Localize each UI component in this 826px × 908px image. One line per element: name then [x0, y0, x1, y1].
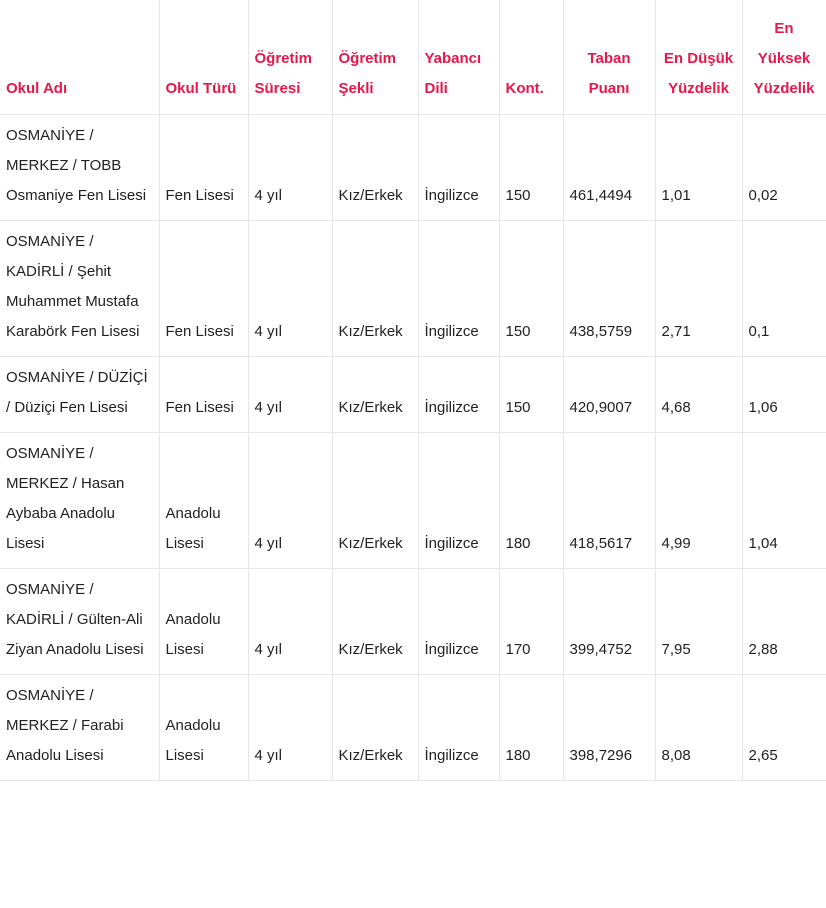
cell-okul-adi: OSMANİYE / MERKEZ / Hasan Aybaba Anadolu Lisesi: [0, 432, 159, 568]
cell-en-dusuk-yuzdelik: 2,71: [655, 220, 742, 356]
cell-yabanci-dili: İngilizce: [418, 220, 499, 356]
cell-yabanci-dili: İngilizce: [418, 674, 499, 780]
cell-taban-puani: 398,7296: [563, 674, 655, 780]
cell-ogretim-sekli: Kız/Erkek: [332, 114, 418, 220]
cell-okul-adi: OSMANİYE / KADİRLİ / Şehit Muhammet Mustafa Karabörk Fen Lisesi: [0, 220, 159, 356]
cell-okul-turu: Anadolu Lisesi: [159, 432, 248, 568]
cell-kontenjan: 150: [499, 114, 563, 220]
cell-en-dusuk-yuzdelik: 4,99: [655, 432, 742, 568]
cell-okul-adi: OSMANİYE / KADİRLİ / Gülten-Ali Ziyan Anadolu Lisesi: [0, 568, 159, 674]
cell-taban-puani: 461,4494: [563, 114, 655, 220]
cell-ogretim-suresi: 4 yıl: [248, 356, 332, 432]
table-header-row: [0, 0, 826, 114]
cell-kontenjan: 170: [499, 568, 563, 674]
cell-taban-puani: 418,5617: [563, 432, 655, 568]
cell-ogretim-sekli: Kız/Erkek: [332, 356, 418, 432]
cell-ogretim-suresi: 4 yıl: [248, 114, 332, 220]
cell-ogretim-sekli: Kız/Erkek: [332, 568, 418, 674]
cell-ogretim-suresi: 4 yıl: [248, 220, 332, 356]
cell-en-yuksek-yuzdelik: 1,06: [742, 356, 826, 432]
table-row: [0, 220, 826, 356]
header-ogretim-suresi: Öğretim Süresi: [248, 0, 332, 114]
cell-kontenjan: 180: [499, 674, 563, 780]
header-en-yuksek-yuzdelik: En Yüksek Yüzdelik: [742, 0, 826, 114]
table-row: [0, 114, 826, 220]
cell-okul-adi: OSMANİYE / MERKEZ / TOBB Osmaniye Fen Lisesi: [0, 114, 159, 220]
header-yabanci-dili: Yabancı Dili: [418, 0, 499, 114]
table-row: [0, 674, 826, 780]
cell-okul-turu: Anadolu Lisesi: [159, 568, 248, 674]
cell-okul-turu: Fen Lisesi: [159, 356, 248, 432]
header-en-dusuk-yuzdelik: En Düşük Yüzdelik: [655, 0, 742, 114]
header-taban-puani: Taban Puanı: [563, 0, 655, 114]
table-row: [0, 356, 826, 432]
cell-okul-adi: OSMANİYE / DÜZİÇİ / Düziçi Fen Lisesi: [0, 356, 159, 432]
cell-en-yuksek-yuzdelik: 0,02: [742, 114, 826, 220]
cell-yabanci-dili: İngilizce: [418, 356, 499, 432]
cell-en-yuksek-yuzdelik: 2,88: [742, 568, 826, 674]
cell-en-yuksek-yuzdelik: 1,04: [742, 432, 826, 568]
cell-en-yuksek-yuzdelik: 2,65: [742, 674, 826, 780]
cell-en-dusuk-yuzdelik: 7,95: [655, 568, 742, 674]
header-kontenjan: Kont.: [499, 0, 563, 114]
cell-en-yuksek-yuzdelik: 0,1: [742, 220, 826, 356]
cell-en-dusuk-yuzdelik: 8,08: [655, 674, 742, 780]
cell-ogretim-sekli: Kız/Erkek: [332, 220, 418, 356]
cell-okul-turu: Fen Lisesi: [159, 114, 248, 220]
cell-kontenjan: 180: [499, 432, 563, 568]
cell-taban-puani: 438,5759: [563, 220, 655, 356]
cell-okul-turu: Anadolu Lisesi: [159, 674, 248, 780]
cell-ogretim-suresi: 4 yıl: [248, 674, 332, 780]
cell-taban-puani: 420,9007: [563, 356, 655, 432]
cell-en-dusuk-yuzdelik: 4,68: [655, 356, 742, 432]
cell-yabanci-dili: İngilizce: [418, 568, 499, 674]
cell-okul-turu: Fen Lisesi: [159, 220, 248, 356]
cell-kontenjan: 150: [499, 356, 563, 432]
cell-ogretim-suresi: 4 yıl: [248, 568, 332, 674]
cell-yabanci-dili: İngilizce: [418, 114, 499, 220]
header-okul-adi: Okul Adı: [0, 0, 159, 114]
header-ogretim-sekli: Öğretim Şekli: [332, 0, 418, 114]
header-okul-turu: Okul Türü: [159, 0, 248, 114]
cell-ogretim-sekli: Kız/Erkek: [332, 432, 418, 568]
cell-yabanci-dili: İngilizce: [418, 432, 499, 568]
cell-taban-puani: 399,4752: [563, 568, 655, 674]
table-row: [0, 568, 826, 674]
cell-kontenjan: 150: [499, 220, 563, 356]
cell-ogretim-sekli: Kız/Erkek: [332, 674, 418, 780]
cell-okul-adi: OSMANİYE / MERKEZ / Farabi Anadolu Lisesi: [0, 674, 159, 780]
cell-en-dusuk-yuzdelik: 1,01: [655, 114, 742, 220]
table-row: [0, 432, 826, 568]
cell-ogretim-suresi: 4 yıl: [248, 432, 332, 568]
